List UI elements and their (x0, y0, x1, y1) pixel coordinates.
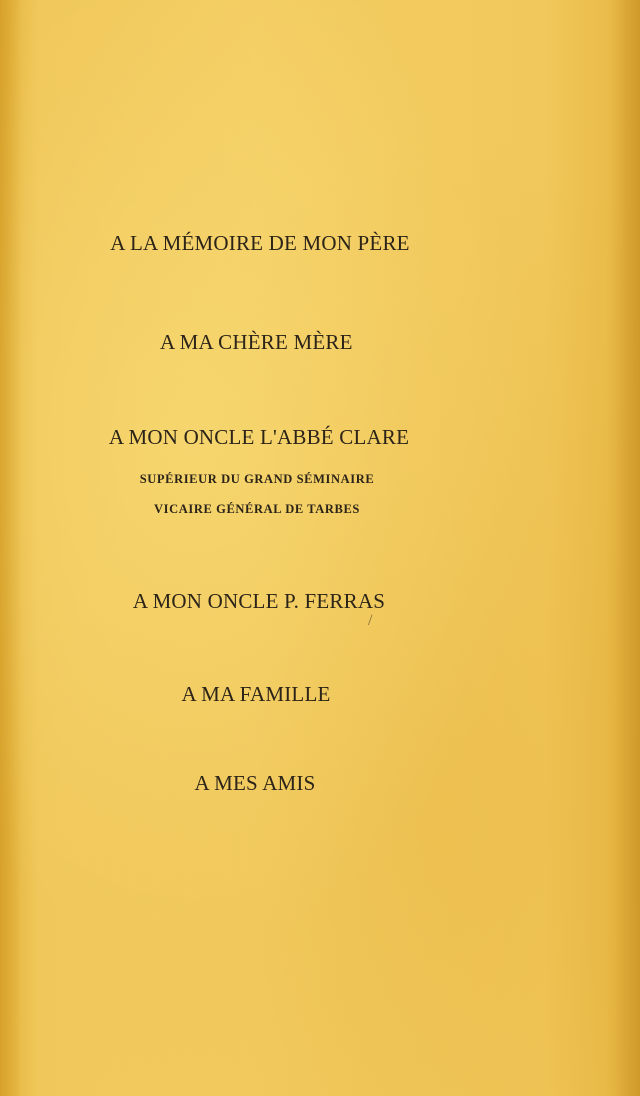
dedication-friends: A MES AMIS (194, 771, 316, 795)
dedication-mother: A MA CHÈRE MÈRE (160, 330, 353, 354)
ink-mark: / (368, 612, 373, 629)
dedication-uncle-abbe-title-1: SUPÉRIEUR DU GRAND SÉMINAIRE (139, 472, 375, 486)
dedication-uncle-ferras: A MON ONCLE P. FERRAS (132, 589, 386, 613)
dedication-uncle-abbe: A MON ONCLE L'ABBÉ CLARE (108, 425, 410, 449)
dedication-father: A LA MÉMOIRE DE MON PÈRE (110, 231, 410, 255)
dedication-family: A MA FAMILLE (181, 682, 331, 706)
dedication-uncle-abbe-title-2: VICAIRE GÉNÉRAL DE TARBES (154, 502, 360, 516)
